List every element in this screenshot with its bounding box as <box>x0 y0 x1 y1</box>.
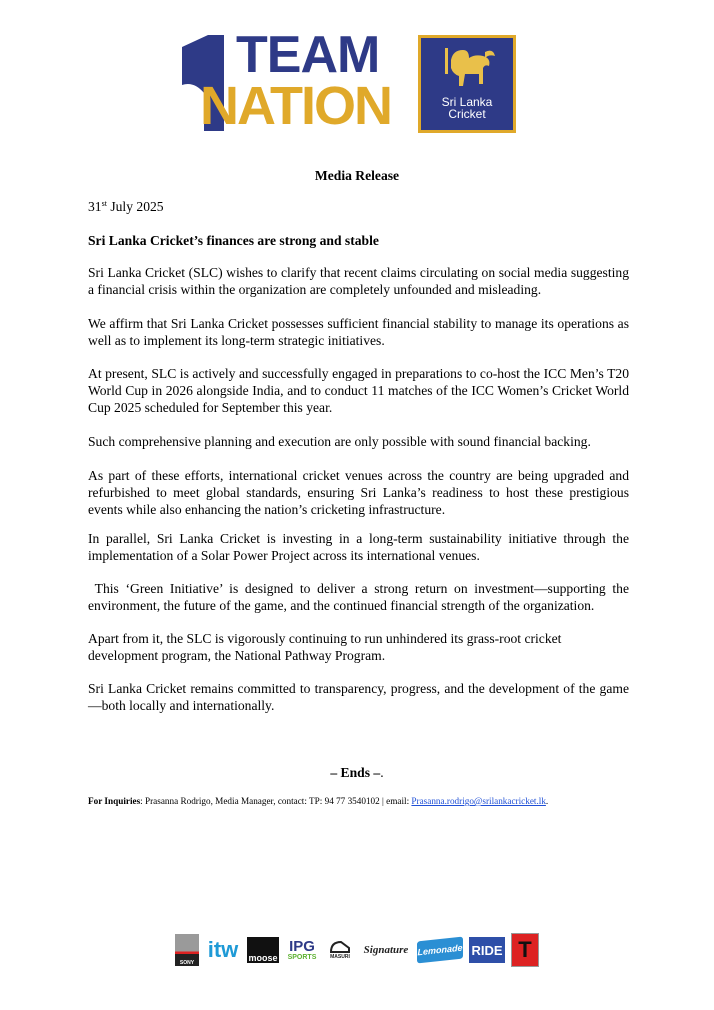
badge-line-1: Sri Lanka <box>441 95 493 109</box>
paragraph-4: Such comprehensive planning and execution are only possible with sound financial backing. <box>88 434 591 449</box>
date-suffix: st <box>101 199 107 208</box>
badge-line-2: Cricket <box>448 107 486 121</box>
paragraph-6: In parallel, Sri Lanka Cricket is investing in a long-term sustainability initiative through the implementation of a Solar Power Project across its international venues. <box>88 531 629 563</box>
paragraph-8: Apart from it, the SLC is vigorously continuing to run unhindered its grass-root cricket development program, the National Pathway Program. <box>88 631 562 663</box>
moose-logo: moose <box>247 937 279 963</box>
sony-logo: SONY <box>175 934 199 966</box>
lion-emblem-icon <box>439 44 497 94</box>
inquiry-line <box>88 796 548 806</box>
ends-text: – Ends – <box>330 765 381 780</box>
paragraph-5: As part of these efforts, international cricket venues across the country are being upgraded and refurbished to meet global standards, ensuring Sri Lanka’s readiness to host these prestigious events while also enhancing the nation’s cricketing infrastructure. <box>88 468 629 517</box>
itw-logo: itw <box>207 937 239 962</box>
paragraph-3: At present, SLC is actively and successfully engaged in preparations to co-host the ICC Men’s T20 World Cup in 2026 alongside India, and to conduct 11 matches of the ICC Women’s Cricket World Cup 2025 scheduled for September this year. <box>88 366 629 415</box>
date-rest: July 2025 <box>106 199 164 214</box>
headline: Sri Lanka Cricket’s finances are strong and stable <box>88 233 379 248</box>
signature-logo: Signature <box>363 944 409 956</box>
logo-nation-text: NATION <box>200 76 391 136</box>
masuri-logo: MASURI <box>325 935 355 965</box>
ipg-sports-logo: IPG SPORTS <box>287 937 317 961</box>
inquiry-text: : Prasanna Rodrigo, Media Manager, contact: TP: 94 77 3540102 | email: <box>140 796 412 806</box>
paragraph-9: Sri Lanka Cricket remains committed to transparency, progress, and the development of the game—both locally and internationally. <box>88 681 629 713</box>
team-nation-logo <box>178 26 518 136</box>
ride-logo: RIDE <box>469 937 505 963</box>
email-link[interactable]: Prasanna.rodrigo@srilankacricket.lk <box>411 796 546 806</box>
lemonade-logo: Lemonade <box>417 937 463 964</box>
sponsor-logos <box>175 933 539 967</box>
t-talent-logo: T <box>511 933 539 967</box>
ends-marker <box>0 765 714 781</box>
document-title: Media Release <box>314 168 400 183</box>
date-day: 31 <box>88 199 102 214</box>
release-date <box>88 195 629 215</box>
paragraph-1: Sri Lanka Cricket (SLC) wishes to clarify that recent claims circulating on social media suggesting a financial crisis within the organization are completely unfounded and misleading. <box>88 265 629 297</box>
logo-team-text: TEAM <box>236 26 380 84</box>
sri-lanka-cricket-badge <box>418 35 516 133</box>
inquiry-label: For Inquiries <box>88 796 141 806</box>
ends-dot: . <box>380 765 384 780</box>
paragraph-2: We affirm that Sri Lanka Cricket possesses sufficient financial stability to manage its operations as well as to implement its long-term strategic initiatives. <box>88 316 629 348</box>
paragraph-7: This ‘Green Initiative’ is designed to deliver a strong return on investment—supporting the environment, the future of the game, and the continued financial strength of the organization. <box>88 581 633 613</box>
masuri-helmet-icon <box>329 940 351 954</box>
inquiry-trailing: . <box>545 796 549 806</box>
